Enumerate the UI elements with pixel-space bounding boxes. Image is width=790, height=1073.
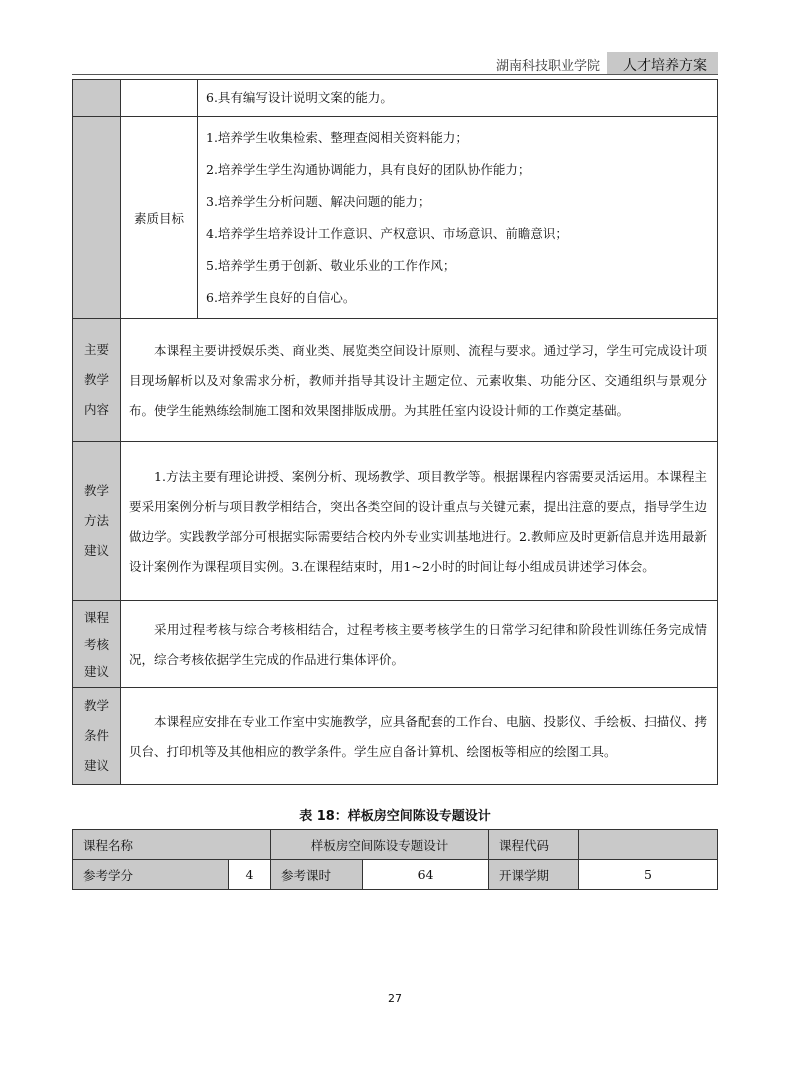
label-line: 建议 [83,758,109,773]
label-line: 教学 [83,483,109,498]
sublabel-blank-cell [121,80,198,117]
hours-value: 64 [363,860,489,890]
label-blank-cell [73,80,121,117]
header-divider [72,74,718,75]
content-row [73,319,718,442]
assessment-row [73,601,718,688]
header-school-name: 湖南科技职业学院 [496,59,601,74]
quality-item: 4.培养学生培养设计工作意识、产权意识、市场意识、前瞻意识； [206,226,568,241]
label-line: 考核 [83,636,109,652]
conditions-label [73,688,121,785]
label-line: 内容 [83,402,109,417]
quality-item: 2.培养学生学生沟通协调能力，具有良好的团队协作能力； [206,162,531,177]
hours-label: 参考课时 [271,860,363,890]
table-caption: 表 18：样板房空间陈设专题设计 [299,809,491,824]
header-doc-title: 人才培养方案 [623,58,707,74]
quality-item: 6.培养学生良好的自信心。 [206,290,356,305]
quality-item: 3.培养学生分析问题、解决问题的能力； [206,194,431,209]
label-line: 教学 [83,372,109,387]
page-number: 27 [388,992,402,1005]
quality-item: 1.培养学生收集检索、整理查阅相关资料能力； [206,130,468,145]
method-row [73,442,718,601]
content-cell [121,319,718,442]
conditions-cell [121,688,718,785]
course-info-table [72,829,718,890]
label-line: 建议 [83,663,109,679]
ability-cell [198,80,718,117]
course-name-label: 课程名称 [73,830,271,860]
conditions-row [73,688,718,785]
label-line: 课程 [83,609,109,625]
label-line: 教学 [83,698,109,713]
conditions-text: 本课程应安排在专业工作室中实施教学，应具备配套的工作台、电脑、投影仪、手绘板、扫描仪、拷贝台、打印机等及其他相应的教学条件。学生应自备计算机、绘图板等相应的绘图工具。 [129,714,707,759]
credit-label: 参考学分 [73,860,229,890]
course-row-1 [73,830,718,860]
course-row-2 [73,860,718,890]
course-standard-table [72,79,718,785]
quality-label: 素质目标 [121,117,198,319]
label-line: 条件 [83,728,109,743]
method-label [73,442,121,601]
label-blank-cell [73,117,121,319]
course-name-value: 样板房空间陈设专题设计 [271,830,489,860]
content-text: 本课程主要讲授娱乐类、商业类、展览类空间设计原则、流程与要求。通过学习，学生可完成设计项目现场解析以及对象需求分析，教师并指导其设计主题定位、元素收集、功能分区、交通组织与景观分布。使学生能熟练绘制施工图和效果图排版成册。为其胜任室内设设计师的工作奠定基础。 [129,343,707,418]
assessment-text: 采用过程考核与综合考核相结合，过程考核主要考核学生的日常学习纪律和阶段性训练任务完成情况，综合考核依据学生完成的作品进行集体评价。 [129,622,707,667]
label-line: 建议 [83,543,109,558]
label-line: 主要 [83,342,109,357]
course-code-label: 课程代码 [489,830,579,860]
term-label: 开课学期 [489,860,579,890]
assessment-label [73,601,121,688]
method-text: 1.方法主要有理论讲授、案例分析、现场教学、项目教学等。根据课程内容需要灵活运用。本课程主要采用案例分析与项目教学相结合，突出各类空间的设计重点与关键元素，提出注意的要点，指导学生边做边学。实践教学部分可根据实际需要结合校内外专业实训基地进行。2.教师应及时更新信息并选用最新设计案例作为课程项目实例。3.在课程结束时，用1~2小时的时间让每小组成员讲述学习体会。 [129,469,707,574]
credit-value: 4 [229,860,271,890]
course-code-value [579,830,718,860]
quality-item: 5.培养学生勇于创新、敬业乐业的工作作风； [206,258,456,273]
quality-row [73,117,718,319]
quality-cell [198,117,718,319]
header-doc-title-tab [607,52,718,74]
term-value: 5 [579,860,718,890]
method-cell [121,442,718,601]
ability-item: 6.具有编写设计说明文案的能力。 [206,90,393,105]
ability-row [73,80,718,117]
label-line: 方法 [83,513,109,528]
assessment-cell [121,601,718,688]
content-label [73,319,121,442]
